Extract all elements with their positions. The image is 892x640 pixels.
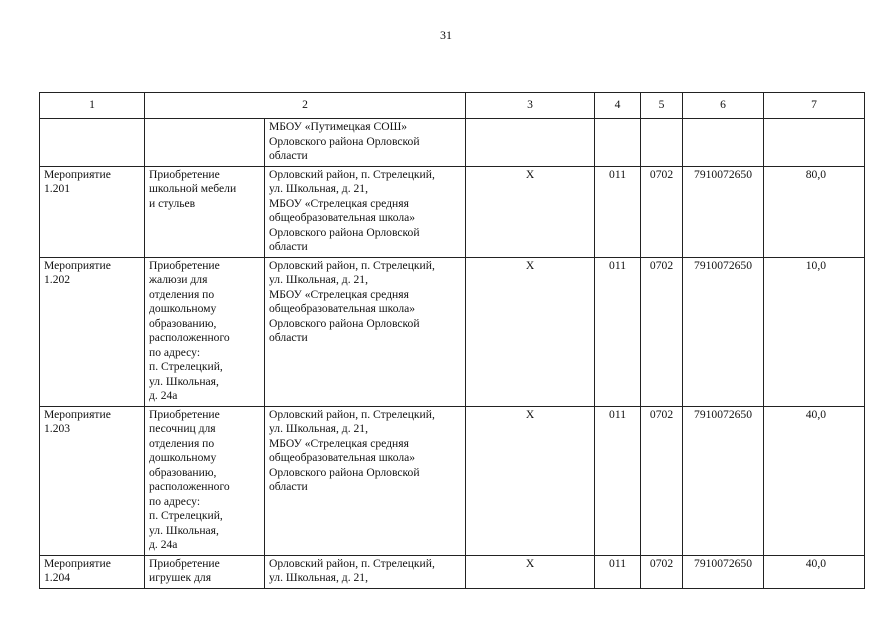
activity-name-cell (145, 555, 265, 588)
activity-name-cell-line: игрушек для (149, 571, 212, 584)
col-3-cell: Х (466, 257, 595, 406)
activity-id-cell-line: 1.202 (44, 273, 71, 286)
activity-name-cell-line: расположенного (149, 331, 230, 344)
address-cell (265, 406, 466, 555)
address-cell-line: общеобразовательная школа» (269, 302, 416, 315)
activity-name-cell-line: Приобретение (149, 258, 220, 272)
col-5-cell: 0702 (641, 555, 683, 588)
activity-name-cell-line: расположенного (149, 480, 230, 493)
activity-name-cell-line: образованию, (149, 465, 217, 479)
activity-name-cell-line: отделения по (149, 436, 215, 450)
col-3-cell: Х (466, 406, 595, 555)
header-col-6: 6 (683, 93, 764, 119)
table-row (40, 119, 865, 167)
table-row (40, 166, 865, 257)
col-3-cell: Х (466, 166, 595, 257)
col-6-cell: 7910072650 (683, 555, 764, 588)
activity-id-cell-line: Мероприятие (44, 407, 111, 421)
activity-id-cell-line: Мероприятие (44, 167, 111, 181)
activity-name-cell-line: песочниц для (149, 422, 216, 435)
activity-name-cell-line: д. 24а (149, 389, 178, 402)
col-7-cell: 10,0 (764, 257, 865, 406)
activity-id-cell (40, 166, 145, 257)
address-cell-line: МБОУ «Стрелецкая средняя (269, 287, 409, 301)
activity-name-cell-line: п. Стрелецкий, (149, 360, 223, 373)
address-cell (265, 555, 466, 588)
activity-id-cell-line: 1.201 (44, 182, 71, 195)
address-cell (265, 257, 466, 406)
activity-name-cell-line: школьной мебели (149, 182, 237, 195)
address-cell (265, 119, 466, 167)
col-5-cell: 0702 (641, 257, 683, 406)
activity-name-cell-line: п. Стрелецкий, (149, 509, 223, 522)
activity-name-cell-line: ул. Школьная, (149, 374, 219, 388)
budget-table (39, 92, 865, 589)
col-4-cell: 011 (595, 166, 641, 257)
header-col-2: 2 (145, 93, 466, 119)
address-cell-line: МБОУ «Путимецкая СОШ» (269, 120, 408, 133)
address-cell-line: Орловского района Орловской (269, 316, 420, 330)
activity-id-cell-line: 1.203 (44, 422, 71, 435)
address-cell-line: ул. Школьная, д. 21, (269, 273, 368, 286)
activity-name-cell-line: и стульев (149, 196, 196, 210)
table-row (40, 406, 865, 555)
address-cell-line: Орловский район, п. Стрелецкий, (269, 556, 435, 570)
header-col-1: 1 (40, 93, 145, 119)
activity-id-cell (40, 119, 145, 167)
col-6-cell: 7910072650 (683, 257, 764, 406)
budget-table-wrapper (39, 92, 864, 589)
address-cell-line: Орловский район, п. Стрелецкий, (269, 167, 435, 181)
activity-id-cell-line: 1.204 (44, 571, 71, 584)
activity-name-cell-line: дошкольному (149, 302, 217, 315)
activity-name-cell (145, 119, 265, 167)
address-cell-line: ул. Школьная, д. 21, (269, 571, 368, 584)
col-6-cell (683, 119, 764, 167)
col-4-cell: 011 (595, 257, 641, 406)
address-cell-line: Орловский район, п. Стрелецкий, (269, 407, 435, 421)
address-cell-line: общеобразовательная школа» (269, 211, 416, 224)
activity-name-cell-line: дошкольному (149, 451, 217, 464)
address-cell-line: области (269, 331, 308, 344)
activity-name-cell-line: Приобретение (149, 167, 220, 181)
activity-name-cell-line: ул. Школьная, (149, 523, 219, 537)
activity-id-cell (40, 257, 145, 406)
col-7-cell: 40,0 (764, 555, 865, 588)
address-cell-line: общеобразовательная школа» (269, 451, 416, 464)
col-6-cell: 7910072650 (683, 406, 764, 555)
activity-name-cell (145, 406, 265, 555)
activity-id-cell (40, 555, 145, 588)
col-4-cell: 011 (595, 406, 641, 555)
activity-name-cell-line: по адресу: (149, 345, 201, 359)
activity-id-cell-line: Мероприятие (44, 258, 111, 272)
col-7-cell: 40,0 (764, 406, 865, 555)
activity-name-cell-line: Приобретение (149, 407, 220, 421)
activity-name-cell-line: жалюзи для (149, 273, 208, 286)
address-cell-line: области (269, 240, 308, 253)
col-3-cell (466, 119, 595, 167)
col-7-cell (764, 119, 865, 167)
address-cell-line: ул. Школьная, д. 21, (269, 182, 368, 195)
activity-name-cell-line: Приобретение (149, 556, 220, 570)
header-col-5: 5 (641, 93, 683, 119)
page-number: 31 (440, 28, 452, 42)
address-cell (265, 166, 466, 257)
col-7-cell: 80,0 (764, 166, 865, 257)
header-col-7: 7 (764, 93, 865, 119)
address-cell-line: Орловского района Орловской (269, 465, 420, 479)
col-5-cell: 0702 (641, 166, 683, 257)
col-5-cell: 0702 (641, 406, 683, 555)
address-cell-line: Орловский район, п. Стрелецкий, (269, 258, 435, 272)
address-cell-line: ул. Школьная, д. 21, (269, 422, 368, 435)
activity-id-cell (40, 406, 145, 555)
activity-name-cell-line: отделения по (149, 287, 215, 301)
header-row (40, 93, 865, 119)
header-col-3: 3 (466, 93, 595, 119)
address-cell-line: области (269, 480, 308, 493)
col-5-cell (641, 119, 683, 167)
address-cell-line: области (269, 149, 308, 162)
table-row (40, 257, 865, 406)
activity-id-cell-line: Мероприятие (44, 556, 111, 570)
activity-name-cell-line: по адресу: (149, 494, 201, 508)
address-cell-line: МБОУ «Стрелецкая средняя (269, 196, 409, 210)
col-3-cell: Х (466, 555, 595, 588)
address-cell-line: Орловского района Орловской (269, 134, 420, 148)
address-cell-line: Орловского района Орловской (269, 225, 420, 239)
table-row (40, 555, 865, 588)
col-4-cell: 011 (595, 555, 641, 588)
col-6-cell: 7910072650 (683, 166, 764, 257)
col-4-cell (595, 119, 641, 167)
header-col-4: 4 (595, 93, 641, 119)
activity-name-cell (145, 166, 265, 257)
activity-name-cell (145, 257, 265, 406)
address-cell-line: МБОУ «Стрелецкая средняя (269, 436, 409, 450)
activity-name-cell-line: д. 24а (149, 538, 178, 551)
activity-name-cell-line: образованию, (149, 316, 217, 330)
